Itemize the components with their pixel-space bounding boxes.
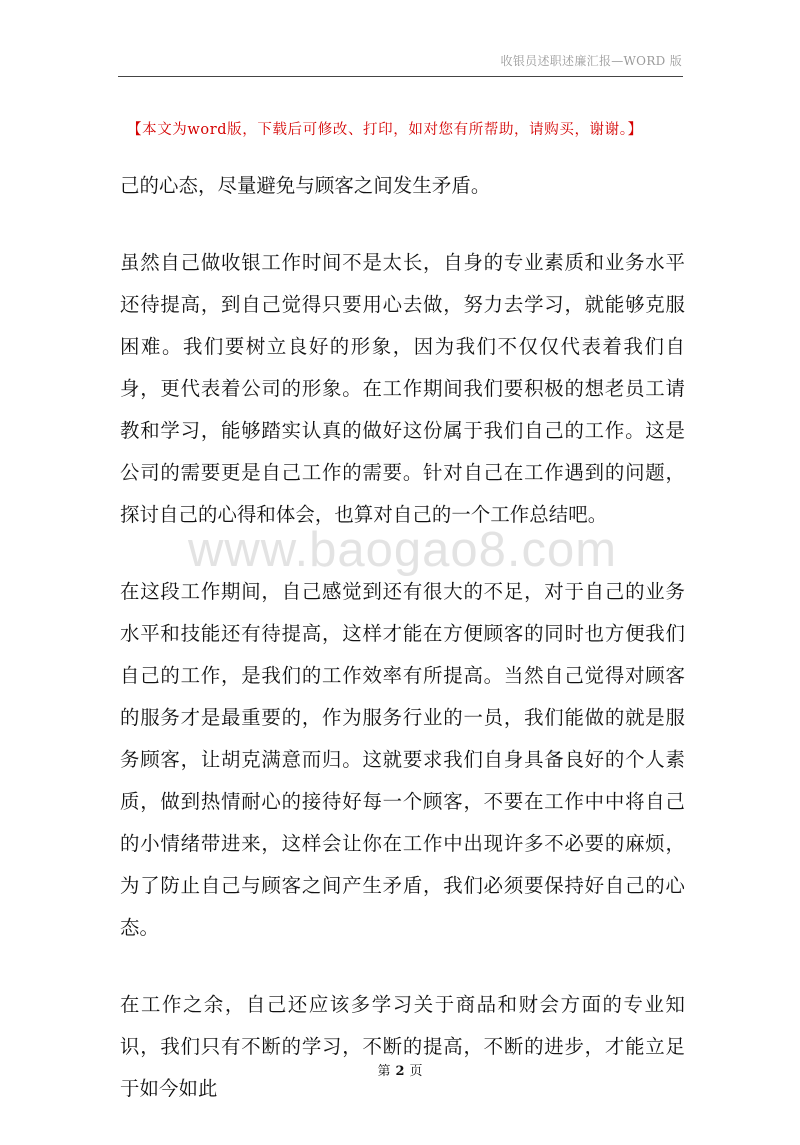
paragraph-2: 虽然自己做收银工作时间不是太长，自身的专业素质和业务水平还待提高，到自己觉得只要用心去做，努力去学习，就能够克服困难。我们要树立良好的形象，因为我们不仅仅代表着我们自身，更代表着公司的形象。在工作期间我们要积极的想老员工请教和学习，能够踏实认真的做好这份属于我们自己的工作。这是公司的需要更是自己工作的需要。针对自己在工作遇到的问题，探讨自己的心得和体会，也算对自己的一个工作总结吧。 [120,251,685,526]
paragraph-1: 己的心态，尽量避免与顾客之间发生矛盾。 [120,174,491,197]
header-title: 收银员述职述廉汇报—WORD 版 [500,54,682,68]
paragraph-4: 在工作之余，自己还应该多学习关于商品和财会方面的专业知识，我们只有不断的学习，不断的提高，不断的进步，才能立足于如今如此 [120,993,685,1100]
page-number: 2 [395,1064,405,1079]
document-body [120,165,685,1145]
purchase-notice: 【本文为word版，下载后可修改、打印，如对您有所帮助，请购买，谢谢。】 [127,122,643,138]
paragraph-3: 在这段工作期间，自己感觉到还有很大的不足，对于自己的业务水平和技能还有待提高，这样才能在方便顾客的同时也方便我们自己的工作，是我们的工作效率有所提高。当然自己觉得对顾客的服务才是最重要的，作为服务行业的一员，我们能做的就是服务顾客，让胡克满意而归。这就要求我们自身具备良好的个人素质，做到热情耐心的接待好每一个顾客，不要在工作中中将自己的小情绪带进来，这样会让你在工作中出现许多不必要的麻烦，为了防止自己与顾客之间产生矛盾，我们必须要保持好自己的心态。 [120,580,685,939]
watermark: www.baogao8.com [188,523,618,577]
header-divider [118,76,683,77]
footer-prefix: 第 [377,1064,391,1079]
footer-suffix: 页 [409,1064,423,1079]
page-footer [0,1060,800,1079]
